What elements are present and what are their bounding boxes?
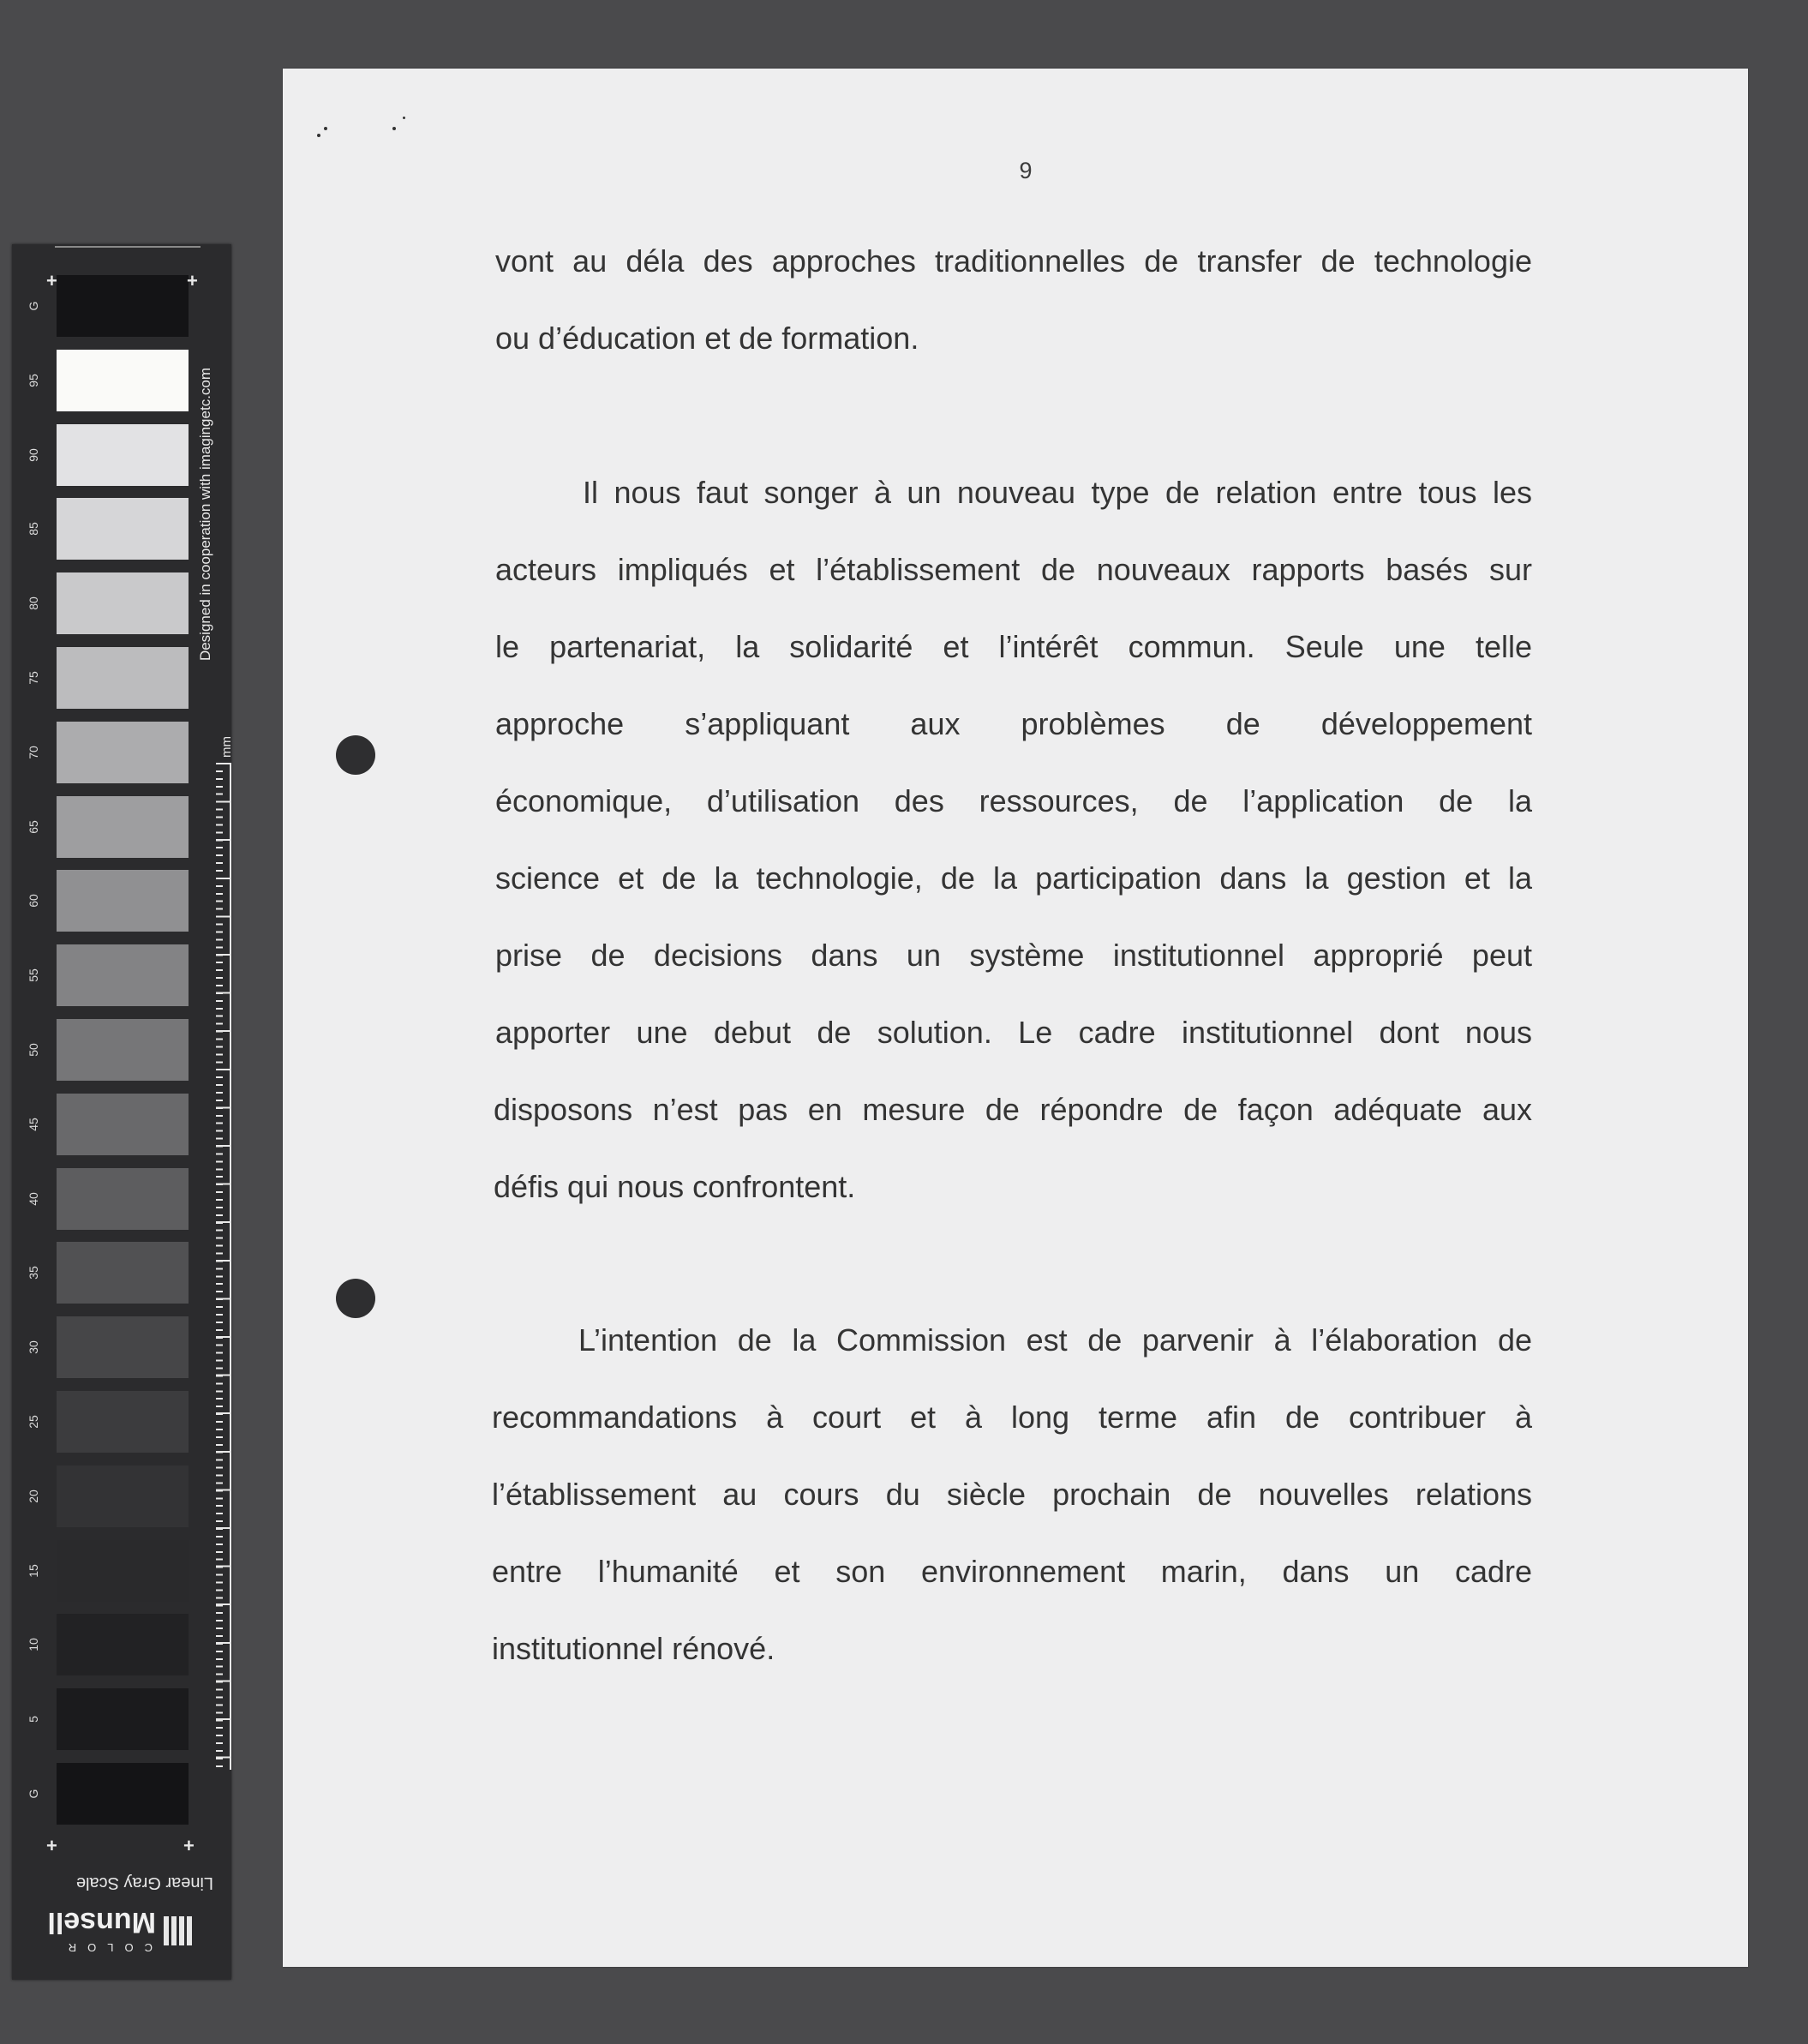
gray-label: 25 xyxy=(27,1415,40,1429)
gray-label: 15 xyxy=(27,1563,40,1578)
page-number: 9 xyxy=(1019,158,1033,183)
gray-patch xyxy=(57,1540,189,1602)
text-line: recommandations à court et à long terme afin de contribuer à xyxy=(492,1400,1532,1435)
brand-logo xyxy=(47,1903,192,1954)
gray-patch xyxy=(57,275,189,337)
gray-label: G xyxy=(27,301,40,311)
gray-label: 40 xyxy=(27,1191,40,1206)
text-line: L’intention de la Commission est de parvenir à l’élaboration de xyxy=(578,1322,1532,1358)
gray-patch xyxy=(57,1391,189,1453)
gray-label: 45 xyxy=(27,1118,40,1131)
card-top-line xyxy=(55,246,201,248)
speck xyxy=(324,127,327,130)
text-line: approche s’appliquant aux problèmes de développement xyxy=(495,706,1532,741)
speck xyxy=(317,134,320,137)
text-line: économique, d’utilisation des ressources, de l’application de la xyxy=(495,783,1532,818)
gray-label: 10 xyxy=(27,1638,40,1652)
gray-label: 95 xyxy=(27,374,40,387)
mm-ruler xyxy=(216,763,231,1770)
text-line: disposons n’est pas en mesure de répondre de façon adéquate aux xyxy=(494,1092,1532,1127)
gray-patch xyxy=(57,1688,189,1750)
gray-patch xyxy=(57,1614,189,1675)
speck xyxy=(403,117,405,119)
text-line: ou d’éducation et de formation. xyxy=(495,321,919,356)
gray-patch xyxy=(57,870,189,932)
unit-label: mm xyxy=(219,736,234,758)
gray-patch xyxy=(57,647,189,709)
text-line: défis qui nous confrontent. xyxy=(494,1169,856,1204)
gray-label: 85 xyxy=(27,522,40,536)
gray-label: 50 xyxy=(27,1043,40,1057)
punch-hole xyxy=(336,735,375,775)
gray-label: 75 xyxy=(27,671,40,685)
gray-patch xyxy=(57,796,189,858)
gray-patch xyxy=(57,1242,189,1304)
text-line: acteurs impliqués et l’établissement de nouveaux rapports basés sur xyxy=(495,552,1532,587)
gray-patch xyxy=(57,350,189,411)
gray-patch xyxy=(57,944,189,1006)
text-line: Il nous faut songer à un nouveau type de relation entre tous les xyxy=(583,475,1532,510)
text-line: l’établissement au cours du siècle prochain de nouvelles relations xyxy=(492,1477,1532,1512)
gray-patch xyxy=(57,1316,189,1378)
gray-label: 60 xyxy=(27,894,40,908)
gray-label: 55 xyxy=(27,968,40,982)
gray-label: 30 xyxy=(27,1340,40,1354)
scale-title: Linear Gray Scale xyxy=(75,1873,214,1892)
gray-patch xyxy=(57,424,189,486)
text-line: vont au déla des approches traditionnelles de transfer de technologie xyxy=(495,243,1532,279)
gray-patch xyxy=(57,1763,189,1825)
crosshair-icon: + xyxy=(183,1835,195,1856)
gray-scale-card xyxy=(12,244,234,1980)
brand-sub: COLOR xyxy=(57,1941,153,1954)
text-line: prise de decisions dans un système institutionnel approprié peut xyxy=(495,938,1532,973)
gray-label: 20 xyxy=(27,1490,40,1503)
gray-label: 80 xyxy=(27,596,40,610)
speck xyxy=(392,127,396,130)
crosshair-icon: + xyxy=(46,1835,57,1856)
gray-patch xyxy=(57,1019,189,1081)
text-line: entre l’humanité et son environnement marin, dans un cadre xyxy=(492,1554,1532,1589)
crosshair-icon: + xyxy=(187,270,198,291)
gray-label: 65 xyxy=(27,819,40,834)
gray-patch xyxy=(57,1094,189,1155)
brand-name: Munsell xyxy=(47,1906,156,1939)
crosshair-icon: + xyxy=(46,270,57,291)
gray-patch xyxy=(57,498,189,560)
text-line: institutionnel rénové. xyxy=(492,1631,775,1666)
text-line: science et de la technologie, de la participation dans la gestion et la xyxy=(495,860,1532,896)
punch-hole xyxy=(336,1279,375,1318)
gray-patch xyxy=(57,572,189,634)
text-line: le partenariat, la solidarité et l’intérêt commun. Seule une telle xyxy=(495,629,1532,664)
gray-label: 70 xyxy=(27,746,40,759)
document-page xyxy=(283,69,1748,1967)
card-credit-text: Designed in cooperation with imagingetc.com xyxy=(197,367,213,662)
gray-patch xyxy=(57,1466,189,1527)
munsell-grid-icon xyxy=(163,1916,192,1945)
gray-label: 35 xyxy=(27,1266,40,1280)
gray-label: 5 xyxy=(27,1716,40,1723)
text-line: apporter une debut de solution. Le cadre institutionnel dont nous xyxy=(495,1015,1532,1050)
gray-patch xyxy=(57,1168,189,1230)
gray-patch xyxy=(57,722,189,783)
gray-label: G xyxy=(27,1789,40,1799)
gray-label: 90 xyxy=(27,447,40,462)
